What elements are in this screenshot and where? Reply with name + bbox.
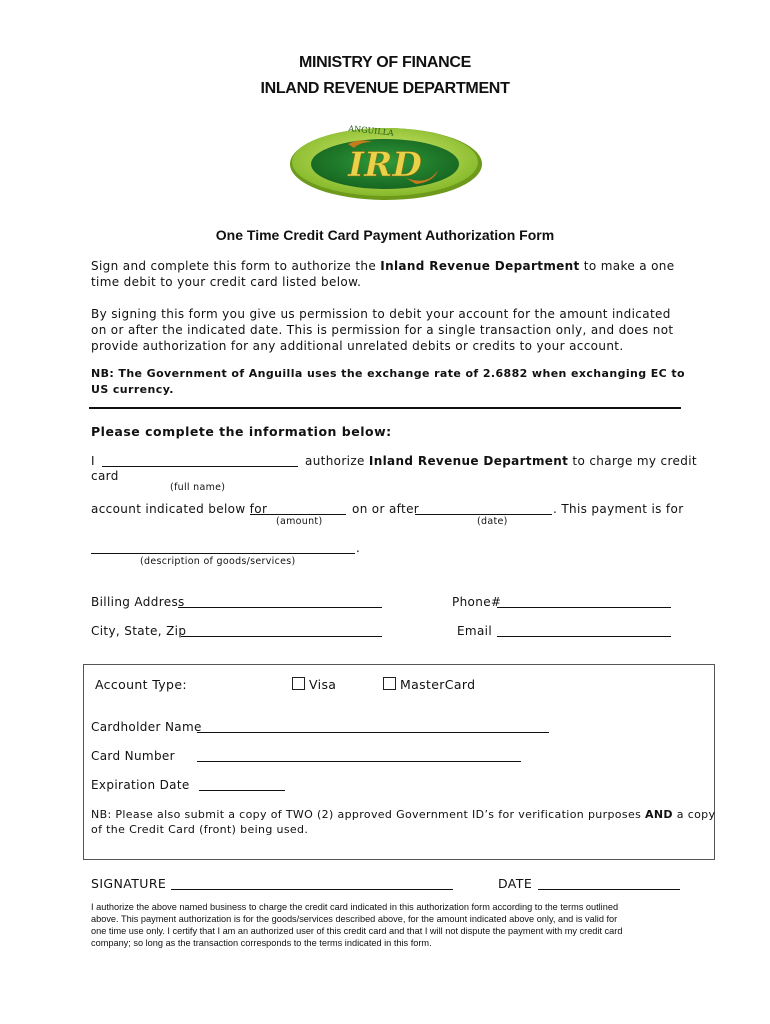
- permission-line-3: provide authorization for any additional unrelated debits or credits to your account.: [91, 339, 624, 353]
- intro-line-2: time debit to your credit card listed below.: [91, 275, 362, 289]
- email-label: Email: [457, 624, 493, 638]
- full-name-caption: (full name): [170, 482, 226, 493]
- cardholder-name-label: Cardholder Name: [91, 720, 202, 734]
- expiration-date-field[interactable]: [199, 790, 285, 791]
- id-note-bold: AND: [645, 808, 673, 821]
- email-field[interactable]: [497, 636, 671, 637]
- auth-text: authorize Inland Revenue Department to charge my credit: [305, 454, 697, 468]
- signature-field[interactable]: [171, 889, 453, 890]
- signature-date-field[interactable]: [538, 889, 680, 890]
- card-number-label: Card Number: [91, 749, 175, 763]
- account-text: account indicated below for: [91, 502, 268, 516]
- permission-line-2: on or after the indicated date. This is permission for a single transaction only, and does not: [91, 323, 674, 337]
- billing-address-label: Billing Address: [91, 595, 185, 609]
- ministry-heading: MINISTRY OF FINANCE: [298, 54, 472, 71]
- id-note-line-1: NB: Please also submit a copy of TWO (2) approved Government ID’s for verification purposes AND a copy: [91, 808, 716, 821]
- exchange-note-line-1: NB: The Government of Anguilla uses the exchange rate of 2.6882 when exchanging EC to: [91, 367, 685, 380]
- authorization-text-line-1: I authorize the above named business to charge the credit card indicated in this authorization form according to the terms outlined: [91, 902, 619, 912]
- section-heading: Please complete the information below:: [91, 424, 392, 439]
- authorization-text-line-2: above. This payment authorization is for the goods/services described above, for the amount indicated above only, and is valid for: [91, 914, 618, 924]
- mastercard-option[interactable]: MasterCard: [383, 677, 475, 692]
- phone-label: Phone#: [452, 595, 502, 609]
- date-field[interactable]: [415, 514, 552, 515]
- department-heading: INLAND REVENUE DEPARTMENT: [260, 80, 510, 97]
- city-state-zip-label: City, State, Zip: [91, 624, 187, 638]
- account-type-label: Account Type:: [95, 677, 187, 692]
- visa-checkbox[interactable]: [292, 677, 305, 690]
- payment-for-text: . This payment is for: [553, 502, 684, 516]
- amount-caption: (amount): [276, 516, 323, 527]
- billing-address-field[interactable]: [178, 607, 382, 608]
- auth-bold: Inland Revenue Department: [368, 454, 569, 468]
- ird-logo: [288, 122, 484, 202]
- intro-line-1: Sign and complete this form to authorize the Inland Revenue Department to make a one: [91, 259, 675, 273]
- logo-text: IRD: [348, 145, 422, 185]
- date-label: DATE: [498, 876, 533, 891]
- auth-card: card: [91, 469, 119, 483]
- description-period: .: [356, 541, 361, 555]
- authorization-text-line-3: one time use only. I certify that I am an authorized user of this credit card and that I will not dispute the payment with my credit card: [91, 926, 623, 936]
- cardholder-name-field[interactable]: [197, 732, 549, 733]
- auth-i: I: [91, 454, 95, 468]
- permission-line-1: By signing this form you give us permission to debit your account for the amount indicated: [91, 307, 671, 321]
- intro-bold: Inland Revenue Department: [380, 259, 580, 273]
- on-or-after-text: on or after: [352, 502, 420, 516]
- exchange-note-line-2: US currency.: [91, 383, 174, 396]
- phone-field[interactable]: [497, 607, 671, 608]
- amount-field[interactable]: [250, 514, 346, 515]
- card-number-field[interactable]: [197, 761, 521, 762]
- expiration-date-label: Expiration Date: [91, 778, 190, 792]
- visa-option[interactable]: Visa: [292, 677, 336, 692]
- section-divider: [89, 407, 681, 409]
- signature-label: SIGNATURE: [91, 876, 167, 891]
- date-caption: (date): [477, 516, 508, 527]
- form-title: One Time Credit Card Payment Authorization Form: [215, 227, 555, 243]
- mastercard-checkbox[interactable]: [383, 677, 396, 690]
- full-name-field[interactable]: [102, 466, 298, 467]
- id-note-line-2: of the Credit Card (front) being used.: [91, 823, 309, 836]
- logo-ring-text: ANGUILLA: [347, 123, 395, 138]
- authorization-text-line-4: company; so long as the transaction corresponds to the terms indicated in this form.: [91, 938, 432, 948]
- city-state-zip-field[interactable]: [181, 636, 382, 637]
- description-caption: (description of goods/services): [140, 556, 296, 567]
- description-field[interactable]: [91, 553, 355, 554]
